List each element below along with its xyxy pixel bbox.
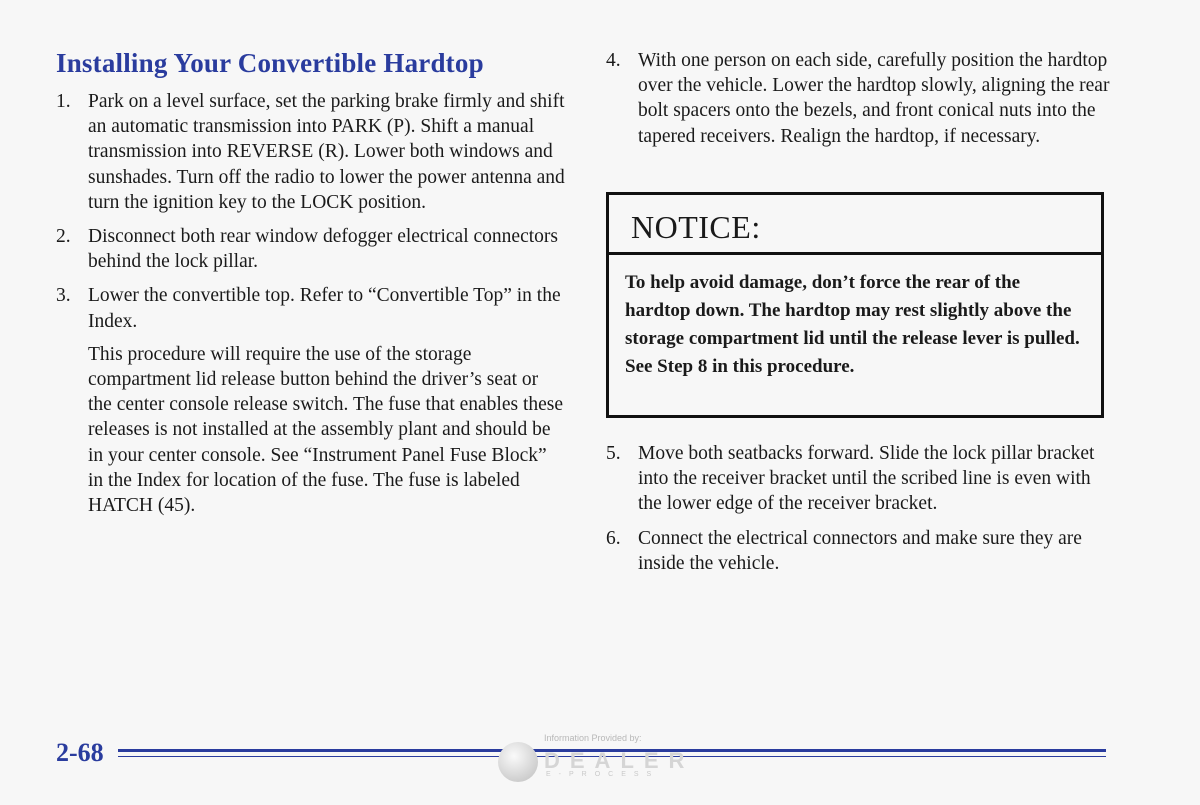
step-number: 5. bbox=[606, 443, 621, 464]
left-column bbox=[56, 48, 566, 518]
right-column-top bbox=[606, 48, 1111, 158]
watermark-sub: E-PROCESS bbox=[546, 771, 660, 778]
step-number: 4. bbox=[606, 50, 621, 71]
watermark-caption: Information Provided by: bbox=[544, 733, 642, 743]
watermark-word: DEALER bbox=[544, 748, 695, 773]
step-item bbox=[606, 526, 1111, 576]
step-note-paragraph: This procedure will require the use of the storage compartment lid release button behind the driver’s seat or the center console release switch. The fuse that enables these releases is not installed at the assembly plant and should be in your center console. See “Instrument Panel Fuse Block” in the Index for location of the fuse. The fuse is labeled HATCH (45). bbox=[88, 343, 564, 517]
step-text: With one person on each side, carefully position the hardtop over the vehicle. Lower the hardtop slowly, aligning the rear bolt spacers onto the bezels, and front conical nuts into the tapered receivers. Realign the hardtop, if necessary. bbox=[638, 50, 1110, 147]
step-text: Park on a level surface, set the parking brake firmly and shift an automatic transmission into PARK (P). Shift a manual transmission into REVERSE (R). Lower both windows and sunshades. Turn off the radio to lower the power antenna and turn the ignition key to the LOCK position. bbox=[88, 91, 565, 213]
step-text: Lower the convertible top. Refer to “Convertible Top” in the Index. bbox=[88, 285, 561, 332]
step-item bbox=[606, 441, 1111, 517]
step-item bbox=[56, 89, 566, 215]
page-number: 2-68 bbox=[56, 738, 104, 767]
watermark-logo-icon bbox=[498, 742, 538, 782]
step-number: 2. bbox=[56, 226, 71, 248]
notice-box bbox=[606, 192, 1104, 418]
step-number: 1. bbox=[56, 91, 71, 112]
step-text: Move both seatbacks forward. Slide the lock pillar bracket into the receiver bracket until the scribed line is even with the lower edge of the receiver bracket. bbox=[638, 443, 1095, 515]
step-number: 6. bbox=[606, 527, 621, 549]
notice-title: NOTICE: bbox=[609, 195, 1101, 255]
right-column-bottom bbox=[606, 441, 1111, 585]
step-text: Disconnect both rear window defogger electrical connectors behind the lock pillar. bbox=[88, 226, 558, 273]
step-item bbox=[56, 283, 566, 333]
step-item bbox=[56, 224, 566, 274]
notice-body: To help avoid damage, don’t force the rear of the hardtop down. The hardtop may rest slightly above the storage compartment lid until the release lever is pulled. See Step 8 in this procedure. bbox=[625, 272, 1080, 377]
step-item bbox=[606, 48, 1111, 149]
step-number: 3. bbox=[56, 285, 71, 307]
section-heading: Installing Your Convertible Hardtop bbox=[56, 48, 484, 78]
step-text: Connect the electrical connectors and make sure they are inside the vehicle. bbox=[638, 527, 1082, 574]
